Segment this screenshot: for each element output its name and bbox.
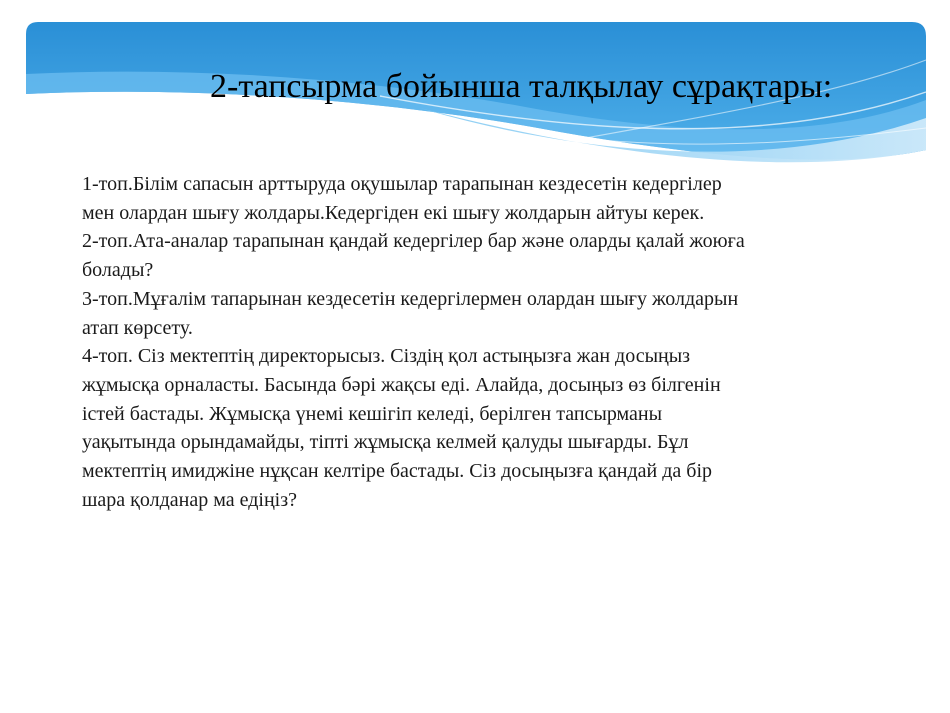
body-line: мен олардан шығу жолдары.Кедергіден екі шығу жолдарын айтуы керек. [82,201,705,224]
body-line: 2-топ.Ата-аналар тарапынан қандай кедергілер бар және оларды қалай жоюға [82,230,745,253]
slide-title: 2-тапсырма бойынша талқылау сұрақтары: [210,68,833,105]
body-line: болады? [82,259,154,282]
body-line: 3-топ.Мұғалім тапарынан кездесетін кедергілермен олардан шығу жолдарын [82,287,739,310]
body-line: уақытында орындамайды, тіпті жұмысқа келмей қалуды шығарды. Бұл [82,431,689,454]
body-line: істей бастады. Жұмысқа үнемі кешігіп келеді, берілген тапсырманы [82,402,663,425]
body-line: 1-топ.Білім сапасын арттыруда оқушылар тарапынан кездесетін кедергілер [82,173,722,195]
body-line: атап көрсету. [82,316,193,339]
slide-body-text [82,170,882,514]
body-line: 4-топ. Сіз мектептің директорысыз. Сіздің қол астыңызға жан досыңыз [82,345,691,368]
body-line: жұмысқа орналасты. Басында бәрі жақсы еді. Алайда, досыңыз өз білгенін [82,373,721,396]
body-line: мектептің имиджіне нұқсан келтіре бастады. Сіз досыңызға қандай да бір [82,460,713,483]
body-line: шара қолданар ма едіңіз? [82,488,297,511]
